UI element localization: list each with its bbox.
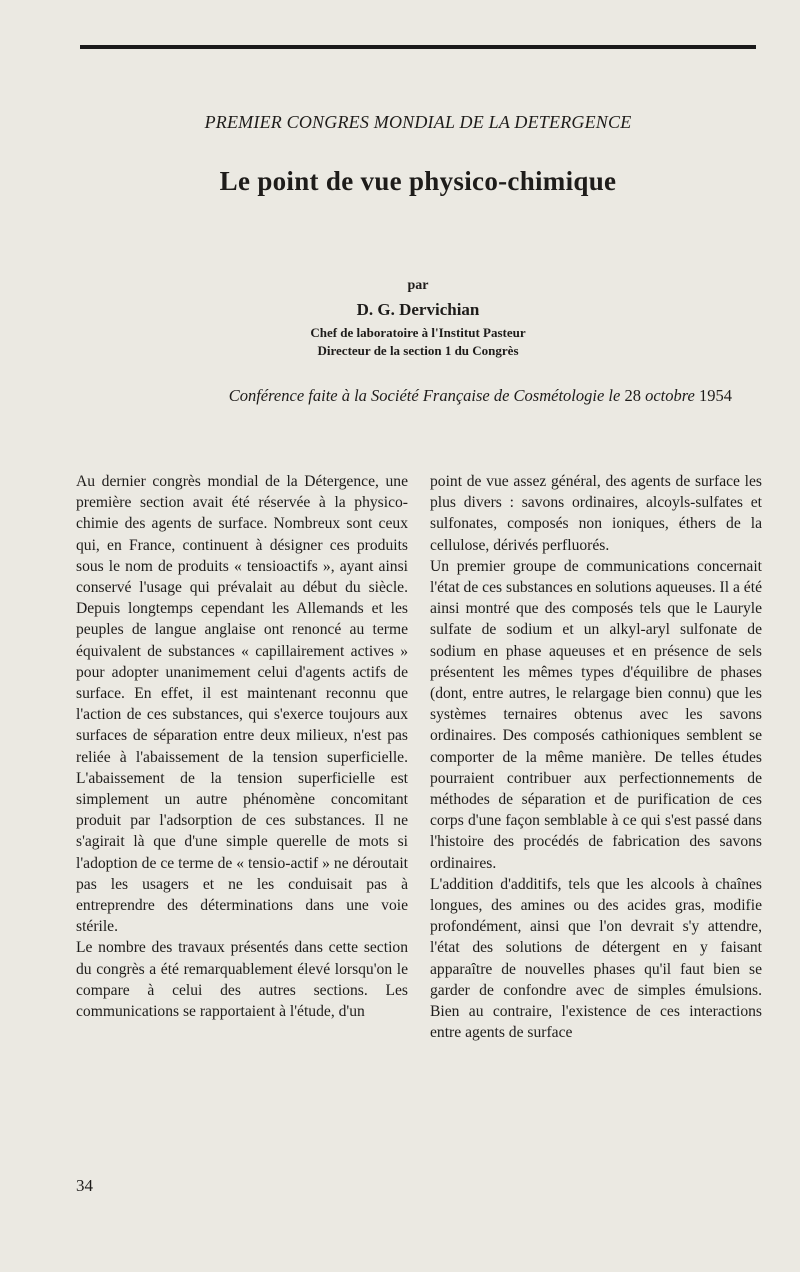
conference-year: 1954 bbox=[699, 386, 732, 405]
page-number: 34 bbox=[76, 1176, 93, 1195]
paragraph: L'addition d'additifs, tels que les alcools à chaînes longues, des amines ou des acides gras, modifie profondément, ainsi que l'on devrait s'y attendre, l'état des solutions de détergent en y faisant apparaître de nouvelles phases qu'il faut bien se garder de confondre avec de simples émulsions. Bien au contraire, l'existence de ces interactions entre agents de surface bbox=[430, 875, 762, 1042]
body-column-left bbox=[76, 471, 408, 1022]
conference-month: octobre bbox=[645, 386, 695, 405]
paragraph: Le nombre des travaux présentés dans cette section du congrès a été remarquablement élevé lorsqu'on le compare à celui des autres sections. Les communications se rapportaient à l'étude, d'un bbox=[76, 939, 408, 1021]
author-affiliation-2: Directeur de la section 1 du Congrès bbox=[317, 343, 519, 358]
conference-text: Conférence faite à la Société Française de Cosmétologie le bbox=[228, 386, 621, 405]
section-kicker: PREMIER CONGRES MONDIAL DE LA DETERGENCE bbox=[204, 112, 632, 132]
byline-par: par bbox=[407, 278, 429, 293]
body-column-right bbox=[430, 471, 762, 1043]
top-rule bbox=[80, 45, 756, 49]
author-name: D. G. Dervichian bbox=[356, 300, 480, 319]
author-affiliation-1: Chef de laboratoire à l'Institut Pasteur bbox=[310, 325, 526, 340]
conference-note bbox=[106, 386, 732, 406]
paragraph: Au dernier congrès mondial de la Détergence, une première section avait été réservée à la physico-chimie des agents de surface. Nombreux sont ceux qui, en France, continuent à désigner ces produits sous le nom de produits « tensioactifs », ayant ainsi conservé l'usage qui prévalait au début du siècle. Depuis longtemps cependant les Allemands et les peuples de langue anglaise ont renoncé au terme équivalent de substances « capillairement actives » pour adopter unanimement celui d'agents actifs de surface. En effet, il est maintenant reconnu que l'action de ces substances, qui s'exerce toujours aux surfaces de séparation entre deux milieux, n'est pas reliée à l'abaissement de la tension superficielle. L'abaissement de la tension superficielle est simplement un autre phénomène concomitant produit par l'adsorption de ces substances. Il ne s'agirait là que d'une simple querelle de mots si l'adoption de ce terme de « tensio-actif » ne déroutait pas les usagers et ne les conduisait pas à entreprendre des déterminations dans une voie stérile. bbox=[76, 473, 408, 936]
paragraph: Un premier groupe de communications concernait l'état de ces substances en solutions aqueuses. Il a été ainsi montré que des composés tels que le Lauryle sulfate de sodium et un alkyl-aryl sulfonate de sodium en phase aqueuses et en présence de sels présentent les mêmes types d'équilibre de phases (dont, entre autres, le relargage bien connu) que les systèmes ternaires obtenus avec les savons ordinaires. Des composés cathioniques semblent se comporter de la même manière. De telles études pourraient contribuer aux perfectionnements de méthodes de séparation et de purification de ces corps d'une façon semblable à ce qui s'est passé dans l'histoire des procédés de fabrication des savons ordinaires. bbox=[430, 557, 762, 872]
conference-day: 28 bbox=[624, 386, 641, 405]
paragraph: point de vue assez général, des agents de surface les plus divers : savons ordinaires, alcoyls-sulfates et sulfonates, composés non ioniques, éthers de la cellulose, dérivés perfluorés. bbox=[430, 473, 762, 554]
article-title: Le point de vue physico-chimique bbox=[219, 166, 617, 196]
